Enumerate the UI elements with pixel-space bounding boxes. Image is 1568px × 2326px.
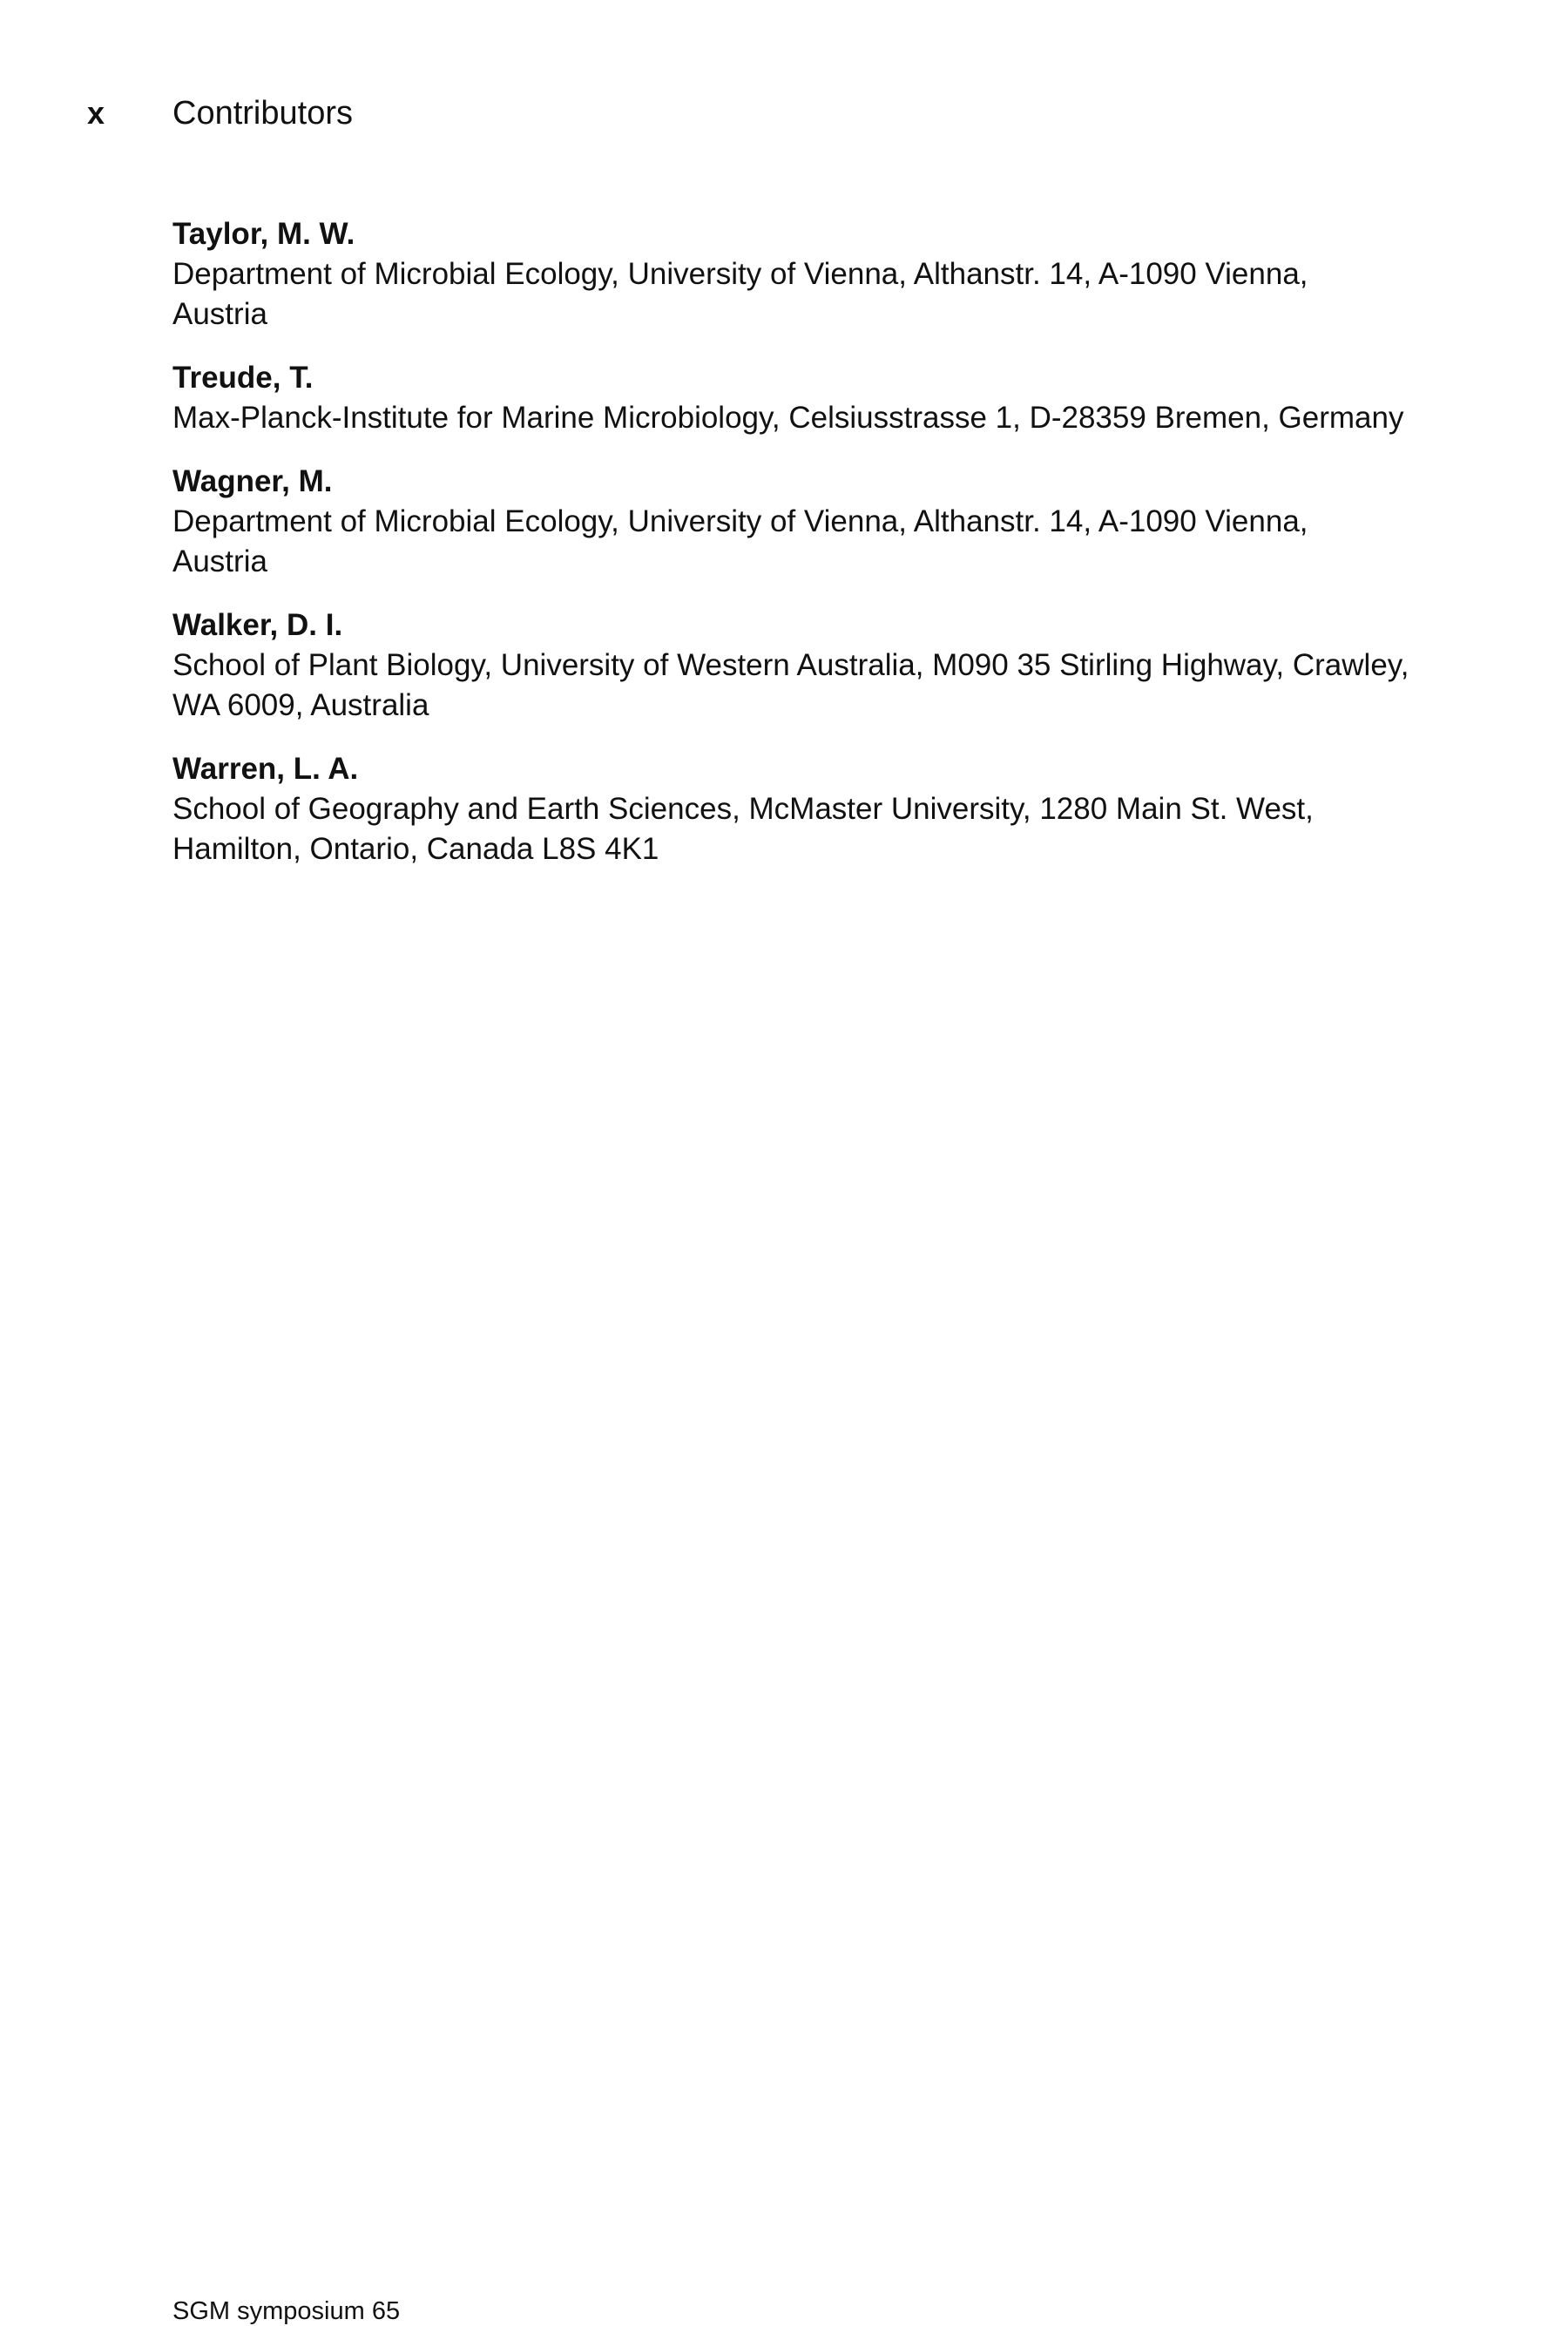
contributor-affiliation-line: WA 6009, Australia [172, 688, 429, 722]
contributor-entry [172, 358, 1436, 438]
contributor-entry [172, 462, 1436, 582]
contributor-affiliation-line: Austria [172, 544, 267, 578]
page-number: x [87, 95, 105, 131]
contributor-affiliation-line: Hamilton, Ontario, Canada L8S 4K1 [172, 832, 659, 866]
contributor-affiliation-line: Department of Microbial Ecology, University of Vienna, Althanstr. 14, A-1090 Vienna, [172, 257, 1308, 291]
contributor-name: Wagner, M. [172, 464, 333, 498]
contributor-name: Treude, T. [172, 361, 314, 395]
contributors-list [172, 214, 1436, 893]
contributor-name: Walker, D. I. [172, 608, 343, 642]
contributor-name: Taylor, M. W. [172, 217, 355, 251]
contributor-entry [172, 214, 1436, 335]
contributor-affiliation-line: Department of Microbial Ecology, University of Vienna, Althanstr. 14, A-1090 Vienna, [172, 504, 1308, 538]
contributor-affiliation-line: School of Geography and Earth Sciences, McMaster University, 1280 Main St. West, [172, 792, 1314, 826]
contributor-entry [172, 749, 1436, 869]
contributor-affiliation-line: Max-Planck-Institute for Marine Microbiology, Celsiusstrasse 1, D-28359 Bremen, Germany [172, 401, 1404, 435]
contributor-entry [172, 605, 1436, 726]
contributor-affiliation-line: Austria [172, 297, 267, 331]
contributor-name: Warren, L. A. [172, 752, 359, 786]
contributor-affiliation-line: School of Plant Biology, University of Western Australia, M090 35 Stirling Highway, Crawley, [172, 648, 1409, 682]
page-footer: SGM symposium 65 [172, 2297, 401, 2325]
section-title: Contributors [172, 95, 353, 132]
